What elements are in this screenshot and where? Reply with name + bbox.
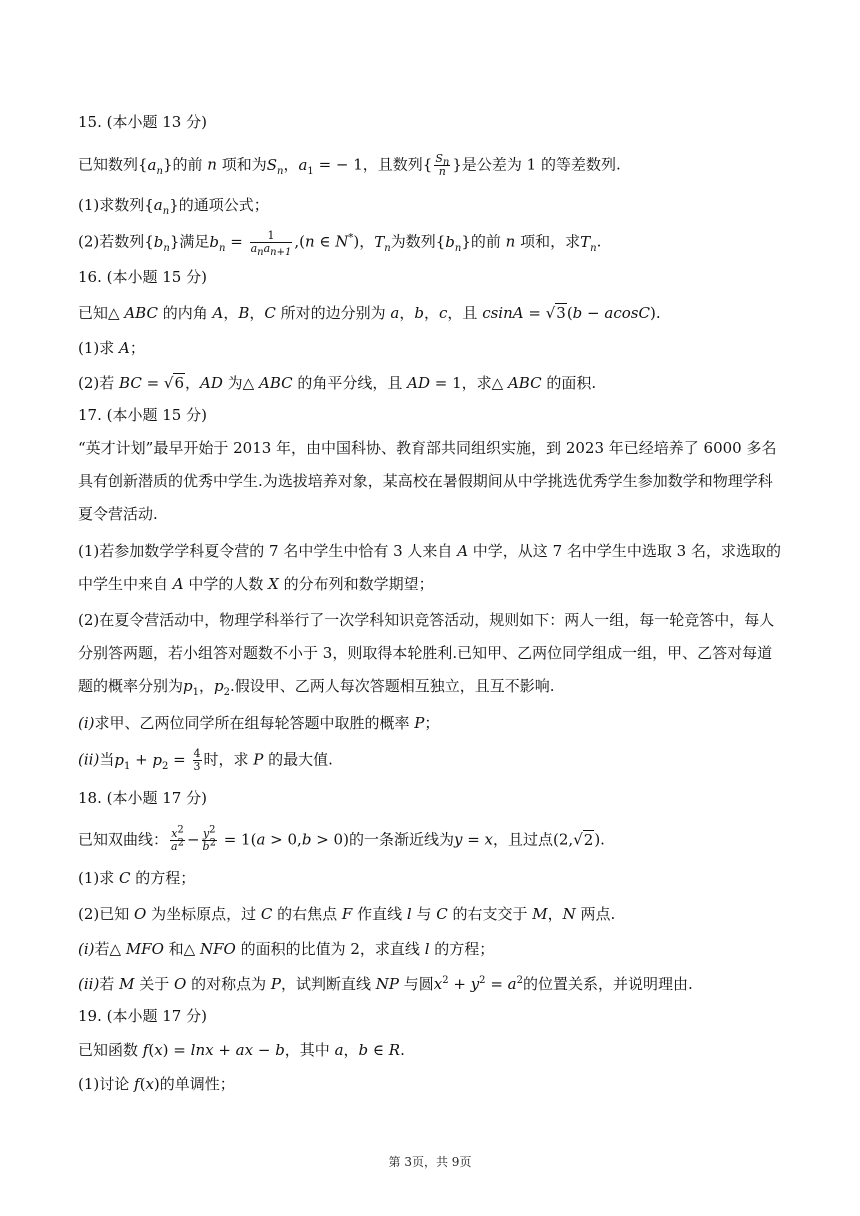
q18-part2-i: (i)若△ MFO 和△ NFO 的面积的比值为 2，求直线 l 的方程； <box>78 940 495 958</box>
q18-part2: (2)已知 O 为坐标原点，过 C 的右焦点 F 作直线 l 与 C 的右支交于 M，N 两点. <box>78 905 616 923</box>
q17-intro-line1: “英才计划”最早开始于 2013 年，由中国科协、教育部共同组织实施，到 2023 年已经培养了 6000 多名 <box>78 439 777 457</box>
q17-part1-line2: 中学生中来自 A 中学的人数 X 的分布列和数学期望； <box>78 575 434 593</box>
q16-intro: 已知△ ABC 的内角 A，B，C 所对的边分别为 a，b，c，且 csinA = √3(b − acosC). <box>78 304 661 322</box>
q17-part2-line1: (2)在夏令营活动中，物理学科举行了一次学科知识竞答活动，规则如下：两人一组，每一轮竞答中，每人 <box>78 611 775 629</box>
q18-intro: 已知双曲线： $\frac{x^2}{a^2}$ − $\frac{y^2}{b^2}$ = 1(a > 0,b > 0)的一条渐近线为y = x，且过点(2,√2). <box>78 824 605 853</box>
q18-part2-ii: (ii)若 M 关于 O 的对称点为 P，试判断直线 NP 与圆$x^2 + y^2 = a^2$的位置关系，并说明理由. <box>78 975 693 993</box>
q15-part2: (2)若数列$\{b_n\}$满足$b_n$ = $\frac{1}{a_na_{n+1}}$ ,(n ∈ N*)，$T_n$为数列$\{b_n\}$的前 n 项和，求$T_n$. <box>78 229 602 259</box>
page-footer: 第 3页，共 9页 <box>388 1155 472 1169</box>
q19-header: 19. (本小题 17 分) <box>78 1007 207 1025</box>
q17-intro-line2: 具有创新潜质的优秀中学生.为选拔培养对象，某高校在暑假期间从中学挑选优秀学生参加数学和物理学科 <box>78 472 773 490</box>
q16-header: 16. (本小题 15 分) <box>78 268 207 286</box>
q17-part1-line1: (1)若参加数学学科夏令营的 7 名中学生中恰有 3 人来自 A 中学，从这 7 名中学生中选取 3 名，求选取的 <box>78 542 781 560</box>
q17-part2-line3: 题的概率分别为$p_1$，$p_2$.假设甲、乙两人每次答题相互独立，且互不影响. <box>78 677 555 698</box>
q17-header: 17. (本小题 15 分) <box>78 406 207 424</box>
q15-part1: (1)求数列$\{a_n\}$的通项公式； <box>78 196 269 217</box>
q16-part2: (2)若 BC = √6，AD 为△ ABC 的角平分线，且 AD = 1，求△ ABC 的面积. <box>78 374 597 392</box>
q19-part1: (1)讨论 f(x)的单调性； <box>78 1075 235 1093</box>
q17-part2-line2: 分别答两题，若小组答对题数不小于 3，则取得本轮胜利.已知甲、乙两位同学组成一组，甲、乙答对每道 <box>78 644 773 662</box>
q17-part2-i: (i)求甲、乙两位同学所在组每轮答题中取胜的概率 P； <box>78 714 440 732</box>
q19-intro: 已知函数 f(x) = lnx + ax − b，其中 a，b ∈ R. <box>78 1041 405 1059</box>
q15-header: 15. (本小题 13 分) <box>78 113 207 131</box>
q15-intro: 已知数列$\{a_n\}$的前 n 项和为$S_n$，$a_1$ = − 1，且数列{ $\frac{S_n}{n}$ }是公差为 1 的等差数列. <box>78 152 621 178</box>
q18-part1: (1)求 C 的方程； <box>78 869 196 887</box>
q17-part2-ii: (ii)当$p_1 + p_2$ = $\frac{4}{3}$ 时，求 P 的最大值. <box>78 747 333 773</box>
q16-part1: (1)求 A； <box>78 339 145 357</box>
q18-header: 18. (本小题 17 分) <box>78 789 207 807</box>
q17-intro-line3: 夏令营活动. <box>78 505 158 523</box>
